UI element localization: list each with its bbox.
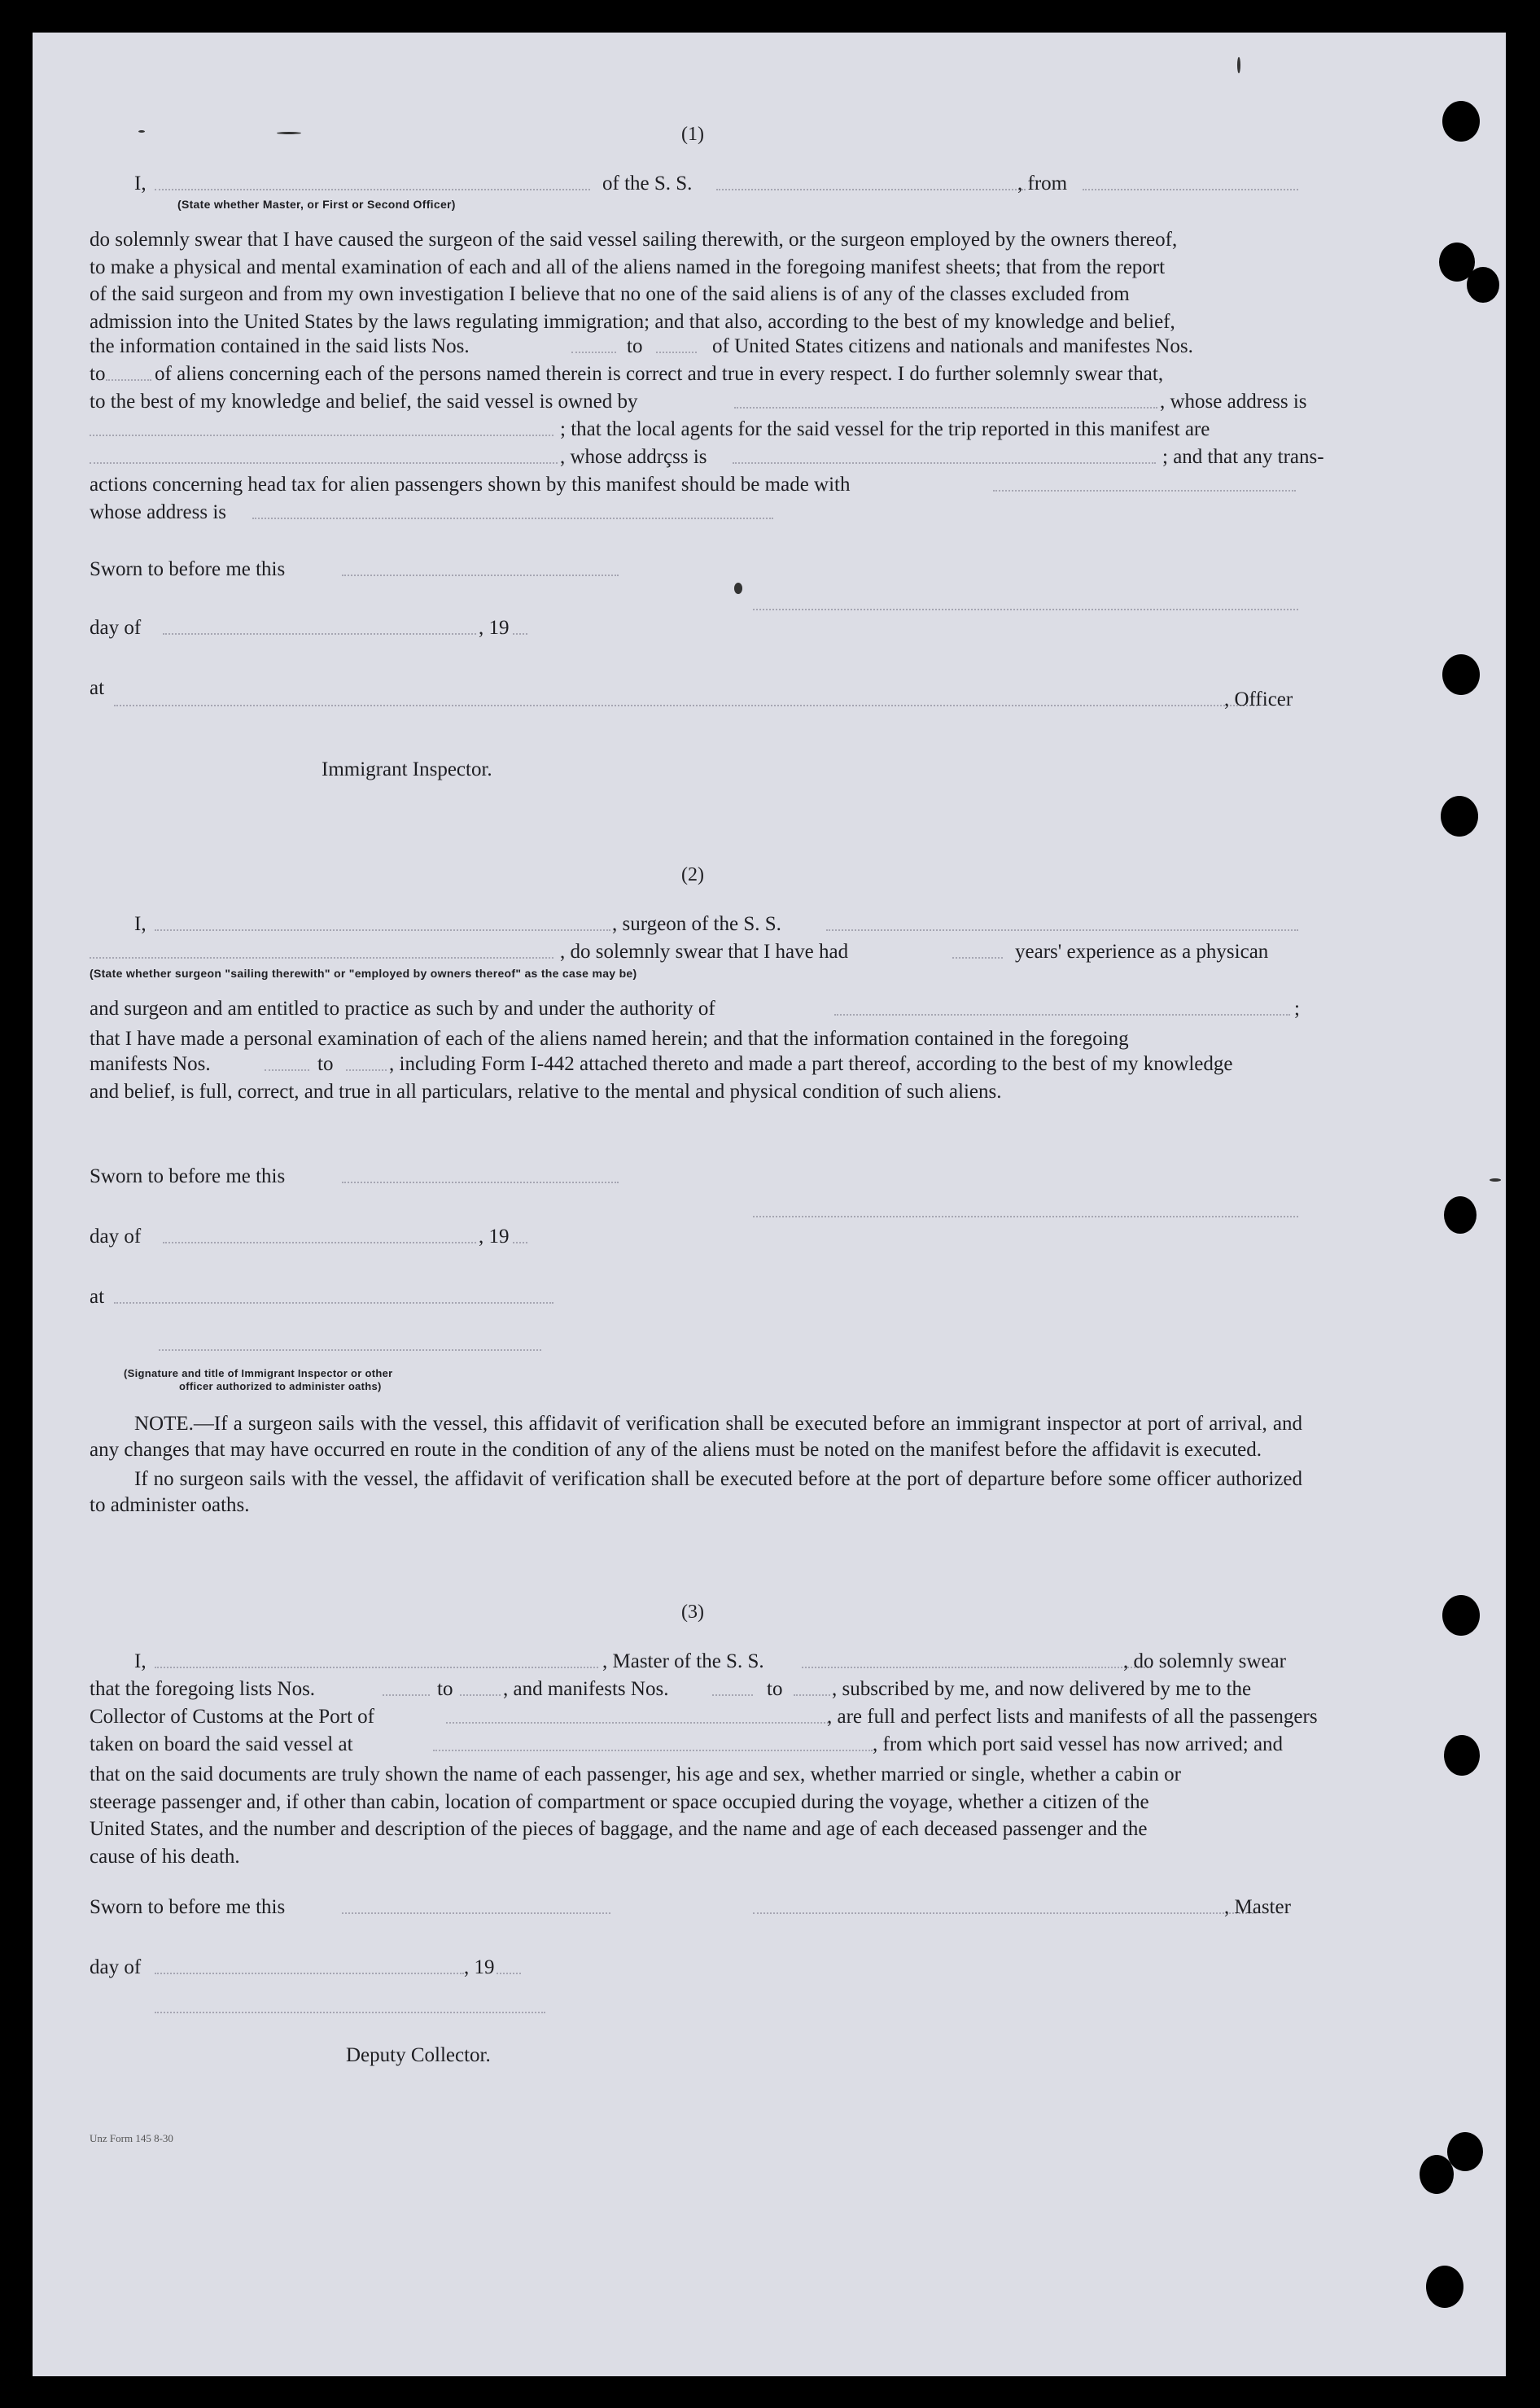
manifests-nos-label-3: , and manifests Nos.: [503, 1678, 669, 1700]
inspector-signature-field[interactable]: [159, 1349, 541, 1351]
manifests-to-field[interactable]: [106, 379, 151, 381]
day-of-label-3: day of: [90, 1956, 142, 1978]
ink-speck: [1490, 1178, 1501, 1182]
master-name-field[interactable]: [155, 189, 590, 190]
punch-hole: [1441, 796, 1478, 837]
manifests-to-label: to: [90, 363, 106, 385]
do-swear-label-3: , do solemnly swear: [1123, 1650, 1286, 1672]
immigrant-inspector-label: Immigrant Inspector.: [322, 758, 492, 780]
ink-speck: [138, 130, 145, 133]
subscribed-label: , subscribed by me, and now delivered by me to the: [832, 1678, 1252, 1700]
head-tax-contact-field[interactable]: [993, 490, 1296, 492]
manifests-nos-label: manifests Nos.: [90, 1053, 211, 1075]
month-field[interactable]: [163, 633, 476, 635]
manifests-to-field-2[interactable]: [346, 1069, 387, 1071]
authority-label: and surgeon and am entitled to practice as such by and under the authority of: [90, 998, 715, 1020]
surgeon-signature-field[interactable]: [753, 1216, 1298, 1217]
master-label: , Master: [1224, 1896, 1291, 1918]
punch-hole: [1447, 2132, 1483, 2171]
section-3-line: steerage passenger and, if other than cabin, location of compartment or space occupied during the voyage, whether a citizen of the: [90, 1790, 1149, 1813]
section-2-number: (2): [681, 864, 704, 885]
master-of-label: , Master of the S. S.: [602, 1650, 764, 1672]
authority-semicolon: ;: [1294, 998, 1300, 1020]
year-label-3: , 19: [464, 1956, 495, 1978]
agents-address-label: , whose addrçss is: [560, 446, 707, 468]
officer-rank-caption: (State whether Master, or First or Second Officer): [177, 198, 456, 211]
month-field-3[interactable]: [155, 1973, 464, 1974]
ship-name-field-3[interactable]: [802, 1667, 1152, 1668]
month-field-2[interactable]: [163, 1242, 476, 1243]
section-2-line: that I have made a personal examination of each of the aliens named herein; and that the information contained in the foregoing: [90, 1028, 1129, 1050]
master-name-field-3[interactable]: [155, 1667, 598, 1668]
punch-hole: [1444, 1735, 1480, 1776]
from-label: , from: [1017, 173, 1068, 194]
location-field[interactable]: [114, 705, 1258, 706]
section-1-line: of the said surgeon and from my own investigation I believe that no one of the said aliens is of any of the classes excluded from: [90, 283, 1130, 305]
section-3-number: (3): [681, 1602, 704, 1623]
officer-signature-field[interactable]: [753, 609, 1298, 610]
punch-hole: [1442, 654, 1480, 695]
punch-hole: [1467, 267, 1499, 303]
sworn-date-field-2[interactable]: [342, 1182, 619, 1183]
year-field-3[interactable]: [497, 1973, 521, 1974]
owner-field[interactable]: [734, 407, 1157, 409]
sworn-label-3: Sworn to before me this: [90, 1896, 286, 1918]
section-1-line: do solemnly swear that I have caused the surgeon of the said vessel sailing therewith, or the surgeon employed by the owners thereof,: [90, 229, 1178, 251]
section-2-examined: [90, 1025, 1302, 1053]
lists-nos-label: the information contained in the said lists Nos.: [90, 335, 470, 357]
lists-from-field-3[interactable]: [383, 1694, 430, 1696]
section-1-line: to make a physical and mental examination of each and all of the aliens named in the foregoing manifest sheets; that from the report: [90, 256, 1166, 278]
lists-from-field[interactable]: [571, 352, 616, 353]
ink-speck: [734, 583, 742, 594]
location-field-2[interactable]: [114, 1302, 553, 1304]
section-3-body: [90, 1761, 1302, 1870]
owned-by-label: to the best of my knowledge and belief, the said vessel is owned by: [90, 391, 638, 413]
section-1-line: admission into the United States by the laws regulating immigration; and that also, according to the best of my knowledge and belief,: [90, 310, 1175, 333]
collector-label: Collector of Customs at the Port of: [90, 1706, 374, 1728]
lists-to-field-3[interactable]: [460, 1694, 501, 1696]
at-label-2: at: [90, 1286, 105, 1308]
surgeon-note: [90, 1411, 1302, 1519]
ink-speck: [1237, 57, 1240, 73]
local-agents-label: ; that the local agents for the said vessel for the trip reported in this manifest are: [560, 418, 1210, 440]
section-3-line: that on the said documents are truly shown the name of each passenger, his age and sex, whether married or single, whether a cabin or: [90, 1763, 1181, 1785]
year-label-2: , 19: [479, 1226, 510, 1248]
punch-hole: [1442, 101, 1480, 142]
owner-address-label: , whose address is: [1160, 391, 1307, 413]
note-paragraph-2: If no surgeon sails with the vessel, the affidavit of verification shall be executed before at the port of departure before some officer authorized to administer oaths.: [90, 1468, 1302, 1516]
surgeon-ship-field[interactable]: [826, 929, 1298, 931]
port-field[interactable]: [446, 1722, 829, 1724]
lists-to-field[interactable]: [656, 352, 697, 353]
from-port-field[interactable]: [1083, 189, 1298, 190]
arrived-label: , from which port said vessel has now arrived; and: [873, 1733, 1284, 1755]
manifests-to-field-3[interactable]: [794, 1694, 830, 1696]
section-1-i: I,: [134, 173, 147, 194]
taken-on-board-label: taken on board the said vessel at: [90, 1733, 353, 1755]
section-1-number: (1): [681, 124, 704, 145]
section-1-body: [90, 226, 1302, 335]
manifests-from-field-3[interactable]: [712, 1694, 753, 1696]
authority-field[interactable]: [834, 1014, 1290, 1016]
day-of-label: day of: [90, 617, 142, 639]
surgeon-type-caption: (State whether surgeon "sailing therewith" or "employed by owners thereof" as the case may be): [90, 967, 637, 980]
lists-to-label-3: to: [437, 1678, 453, 1700]
section-2-i: I,: [134, 913, 147, 935]
master-signature-field[interactable]: [753, 1912, 1253, 1914]
section-3-line: United States, and the number and description of the pieces of baggage, and the name and age of each deceased passenger and the: [90, 1818, 1148, 1840]
punch-hole: [1442, 1595, 1480, 1636]
sworn-date-field-3[interactable]: [342, 1912, 610, 1914]
years-experience-field[interactable]: [952, 957, 1003, 959]
note-paragraph-1: NOTE.—If a surgeon sails with the vessel, this affidavit of verification shall be executed before an immigrant inspector at port of arrival, and any changes that may have occurred en route in the condition of any of the aliens must be noted on the manifest before the affidavit is executed.: [90, 1413, 1302, 1461]
deputy-collector-label: Deputy Collector.: [346, 2044, 491, 2066]
lists-nos-label-3: that the foregoing lists Nos.: [90, 1678, 316, 1700]
head-tax-label: actions concerning head tax for alien passengers shown by this manifest should be made with: [90, 474, 851, 496]
embark-port-field[interactable]: [433, 1750, 873, 1751]
section-3-i: I,: [134, 1650, 147, 1672]
head-tax-address-label: whose address is: [90, 501, 227, 523]
sworn-date-field[interactable]: [342, 575, 619, 576]
do-swear-label: , do solemnly swear that I have had: [560, 941, 849, 963]
manifests-to-label-2: to: [317, 1053, 334, 1075]
form-i442-label: , including Form I-442 attached thereto and made a part thereof, according to the best of my knowledge: [389, 1053, 1233, 1075]
lists-to-label: to: [627, 335, 643, 357]
owner-address-field[interactable]: [90, 435, 553, 436]
year-label: , 19: [479, 617, 510, 639]
manifests-to-label-3: to: [767, 1678, 783, 1700]
of-the-ss-label: of the S. S.: [602, 173, 693, 194]
manifests-from-field[interactable]: [265, 1069, 309, 1071]
officer-label: , Officer: [1224, 688, 1293, 710]
day-of-label-2: day of: [90, 1226, 142, 1248]
full-perfect-label: , are full and perfect lists and manifests of all the passengers: [827, 1706, 1318, 1728]
punch-hole: [1426, 2266, 1463, 2308]
punch-hole: [1444, 1196, 1477, 1234]
ship-name-field[interactable]: [716, 189, 1026, 190]
sworn-label: Sworn to before me this: [90, 558, 286, 580]
manifest-affidavit-page: [33, 33, 1506, 2376]
deputy-signature-field[interactable]: [155, 2012, 545, 2013]
citizens-label: of United States citizens and nationals and manifestes Nos.: [712, 335, 1193, 357]
belief-line: and belief, is full, correct, and true in all particulars, relative to the mental and physical condition of such aliens.: [90, 1081, 1002, 1103]
years-experience-label: years' experience as a physican: [1015, 941, 1269, 963]
year-field[interactable]: [513, 633, 527, 635]
signature-caption-2: officer authorized to administer oaths): [179, 1380, 382, 1392]
surgeon-type-field[interactable]: [90, 957, 553, 959]
form-number: Unz Form 145 8-30: [90, 2132, 173, 2144]
surgeon-name-field[interactable]: [155, 929, 610, 931]
section-3-line: cause of his death.: [90, 1845, 240, 1868]
signature-caption-1: (Signature and title of Immigrant Inspector or other: [124, 1367, 393, 1379]
year-field-2[interactable]: [513, 1242, 527, 1243]
at-label: at: [90, 677, 105, 699]
surgeon-of-label: , surgeon of the S. S.: [612, 913, 781, 935]
sworn-label-2: Sworn to before me this: [90, 1165, 286, 1187]
head-tax-address-field[interactable]: [252, 518, 773, 519]
transactions-label: ; and that any trans-: [1162, 446, 1324, 468]
punch-hole: [1420, 2155, 1454, 2194]
ink-speck: [277, 132, 301, 134]
aliens-concerning-label: of aliens concerning each of the persons named therein is correct and true in every respect. I do further solemnly swear that,: [155, 363, 1164, 385]
agents-address-field[interactable]: [733, 462, 1156, 464]
agents-field[interactable]: [90, 462, 558, 464]
